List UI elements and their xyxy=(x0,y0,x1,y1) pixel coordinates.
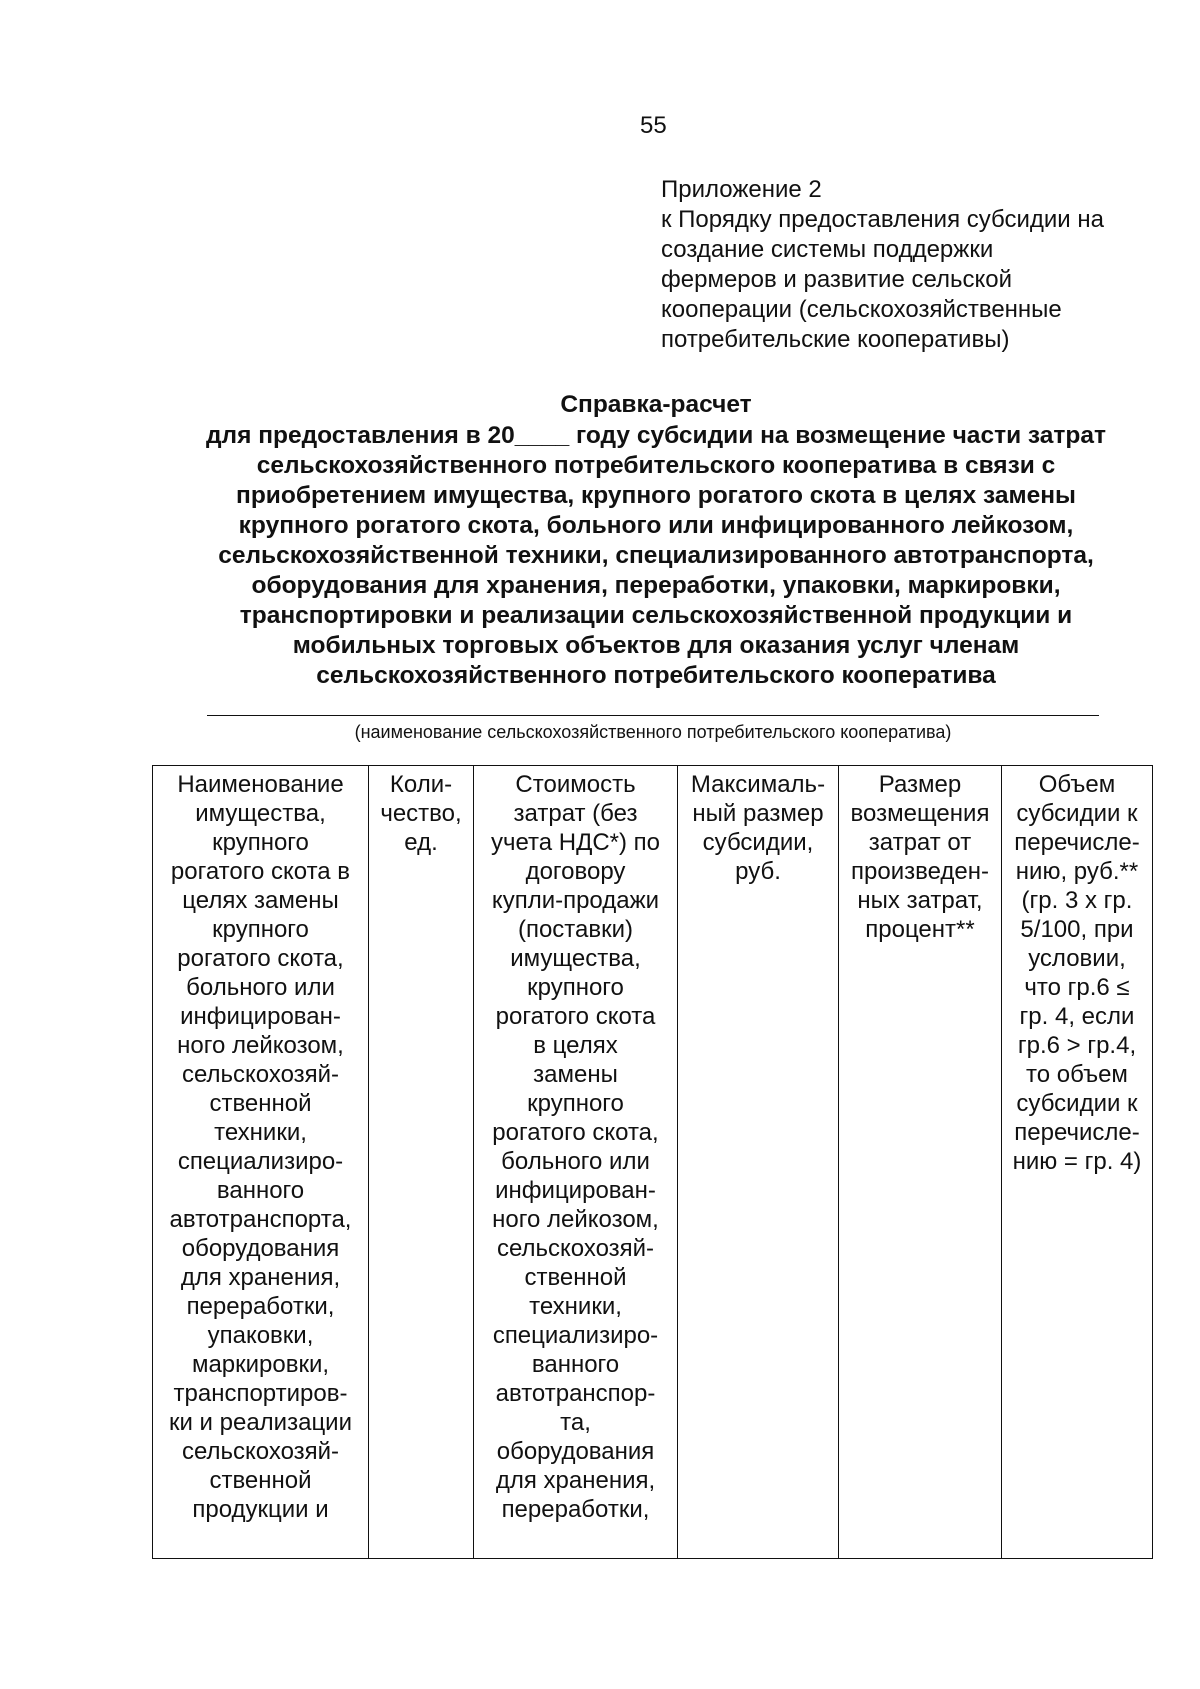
header-text-line: автотранспор- xyxy=(495,1380,656,1407)
appendix-block xyxy=(661,175,1181,355)
column-header-subsidy-amount xyxy=(1002,766,1153,1559)
header-text-line: что гр.6 ≤ xyxy=(1024,974,1130,1001)
heading-line: сельскохозяйственного потребительского кооператива в связи с xyxy=(256,452,1056,479)
header-text-line: то объем xyxy=(1026,1061,1128,1088)
header-text-line: (поставки) xyxy=(517,916,634,943)
appendix-line: кооперации (сельскохозяйственные xyxy=(661,296,1062,323)
heading-line: транспортировки и реализации сельскохозяйственной продукции и xyxy=(239,602,1073,629)
appendix-line: потребительские кооперативы) xyxy=(661,326,1010,353)
heading-line: оборудования для хранения, переработки, упаковки, маркировки, xyxy=(251,572,1061,599)
appendix-line: Приложение 2 xyxy=(661,176,822,203)
appendix-line: фермеров и развитие сельской xyxy=(661,266,1013,293)
header-text-line: оборудования xyxy=(496,1438,655,1465)
header-text-line: 5/100, при xyxy=(1020,916,1134,943)
header-text-line: Стоимость xyxy=(515,771,636,798)
header-text-line: гр.6 > гр.4, xyxy=(1017,1032,1137,1059)
header-text-line: упаковки, xyxy=(207,1322,314,1349)
header-text-line: затрат от xyxy=(868,829,972,856)
header-text-line: рогатого скота xyxy=(495,1003,656,1030)
header-text-line: перечисле- xyxy=(1014,1119,1140,1146)
header-text-line: чество, xyxy=(380,800,462,827)
header-text-line: договору xyxy=(525,858,626,885)
header-text-line: перечисле- xyxy=(1014,829,1140,856)
header-text-line: сельскохозяй- xyxy=(181,1061,340,1088)
header-text-line: рогатого скота в xyxy=(170,858,351,885)
header-text-line: Размер xyxy=(878,771,962,798)
header-text-line: ного лейкозом, xyxy=(492,1206,659,1233)
header-text-line: нию = гр. 4) xyxy=(1012,1148,1142,1175)
header-text-line: крупного xyxy=(212,916,309,943)
header-text-line: ственной xyxy=(209,1090,312,1117)
header-text-line: купли-продажи xyxy=(491,887,660,914)
header-text-line: та, xyxy=(560,1409,591,1436)
header-text-line: крупного xyxy=(527,1090,624,1117)
header-text-line: специализиро- xyxy=(492,1322,659,1349)
header-text-line: гр. 4, если xyxy=(1019,1003,1135,1030)
header-text-line: автотранспорта, xyxy=(169,1206,352,1233)
heading-line: крупного рогатого скота, больного или инфицированного лейкозом, xyxy=(238,512,1074,539)
header-text-line: ный размер xyxy=(692,800,824,827)
document-title: Справка-расчет xyxy=(560,391,752,418)
header-text-line: Объем xyxy=(1038,771,1116,798)
header-text-line: сельскохозяй- xyxy=(181,1438,340,1465)
header-text-line: техники, xyxy=(529,1293,622,1320)
header-text-line: ственной xyxy=(209,1467,312,1494)
column-header-max-subsidy xyxy=(678,766,839,1559)
header-text-line: ственной xyxy=(524,1264,627,1291)
header-text-line: инфицирован- xyxy=(495,1177,656,1204)
header-text-line: процент** xyxy=(865,916,975,943)
header-text-line: произведен- xyxy=(851,858,989,885)
heading-line: сельскохозяйственной техники, специализированного автотранспорта, xyxy=(218,542,1094,569)
heading-line: для предоставления в 20____ году субсидии на возмещение части затрат xyxy=(205,422,1107,449)
header-text-line: нию, руб.** xyxy=(1015,858,1139,885)
header-text-line: ных затрат, xyxy=(857,887,983,914)
header-text-line: рогатого скота, xyxy=(492,1119,659,1146)
header-text-line: ед. xyxy=(404,829,438,856)
column-header-name xyxy=(153,766,369,1559)
header-text-line: Коли- xyxy=(389,771,453,798)
header-text-line: в целях xyxy=(533,1032,618,1059)
column-header-cost xyxy=(474,766,678,1559)
header-text-line: учета НДС*) по xyxy=(490,829,661,856)
header-text-line: имущества, xyxy=(510,945,641,972)
header-text-line: для хранения, xyxy=(495,1467,656,1494)
header-text-line: техники, xyxy=(214,1119,307,1146)
calculation-table xyxy=(152,765,1153,1559)
cooperative-name-line xyxy=(207,715,1099,716)
header-text-line: маркировки, xyxy=(191,1351,330,1378)
header-text-line: ванного xyxy=(216,1177,305,1204)
header-text-line: затрат (без xyxy=(513,800,638,827)
header-text-line: инфицирован- xyxy=(180,1003,341,1030)
header-text-line: условии, xyxy=(1028,945,1126,972)
heading-line: сельскохозяйственного потребительского кооператива xyxy=(316,662,996,689)
header-text-line: переработки, xyxy=(501,1496,650,1523)
header-text-line: больного или xyxy=(501,1148,650,1175)
header-text-line: (гр. 3 х гр. xyxy=(1021,887,1133,914)
header-text-line: субсидии к xyxy=(1016,1090,1138,1117)
header-text-line: замены xyxy=(533,1061,618,1088)
document-heading xyxy=(80,421,1200,691)
header-text-line: Максималь- xyxy=(690,771,826,798)
header-text-line: имущества, xyxy=(195,800,326,827)
header-text-line: переработки, xyxy=(186,1293,335,1320)
header-text-line: крупного xyxy=(527,974,624,1001)
header-text-line: ного лейкозом, xyxy=(177,1032,344,1059)
header-text-line: ки и реализации xyxy=(168,1409,352,1436)
header-text-line: рогатого скота, xyxy=(177,945,344,972)
header-text-line: Наименование xyxy=(177,771,344,798)
header-text-line: возмещения xyxy=(850,800,990,827)
header-text-line: для хранения, xyxy=(180,1264,341,1291)
heading-line: мобильных торговых объектов для оказания услуг членам xyxy=(292,632,1020,659)
appendix-line: к Порядку предоставления субсидии на xyxy=(661,206,1104,233)
header-text-line: субсидии к xyxy=(1016,800,1138,827)
page-number: 55 xyxy=(640,112,667,139)
header-text-line: транспортиров- xyxy=(173,1380,348,1407)
column-header-compensation-rate xyxy=(839,766,1002,1559)
header-text-line: крупного xyxy=(212,829,309,856)
table-header-row xyxy=(153,766,1153,1559)
header-text-line: руб. xyxy=(735,858,781,885)
header-text-line: целях замены xyxy=(182,887,339,914)
heading-line: приобретением имущества, крупного рогатого скота в целях замены xyxy=(236,482,1076,509)
appendix-line: создание системы поддержки xyxy=(661,236,994,263)
header-text-line: сельскохозяй- xyxy=(496,1235,655,1262)
header-text-line: ванного xyxy=(531,1351,620,1378)
cooperative-name-caption: (наименование сельскохозяйственного потребительского кооператива) xyxy=(354,722,952,742)
header-text-line: субсидии, xyxy=(702,829,814,856)
header-text-line: больного или xyxy=(186,974,335,1001)
header-text-line: специализиро- xyxy=(177,1148,344,1175)
header-text-line: оборудования xyxy=(181,1235,340,1262)
column-header-quantity xyxy=(369,766,474,1559)
header-text-line: продукции и xyxy=(192,1496,329,1523)
